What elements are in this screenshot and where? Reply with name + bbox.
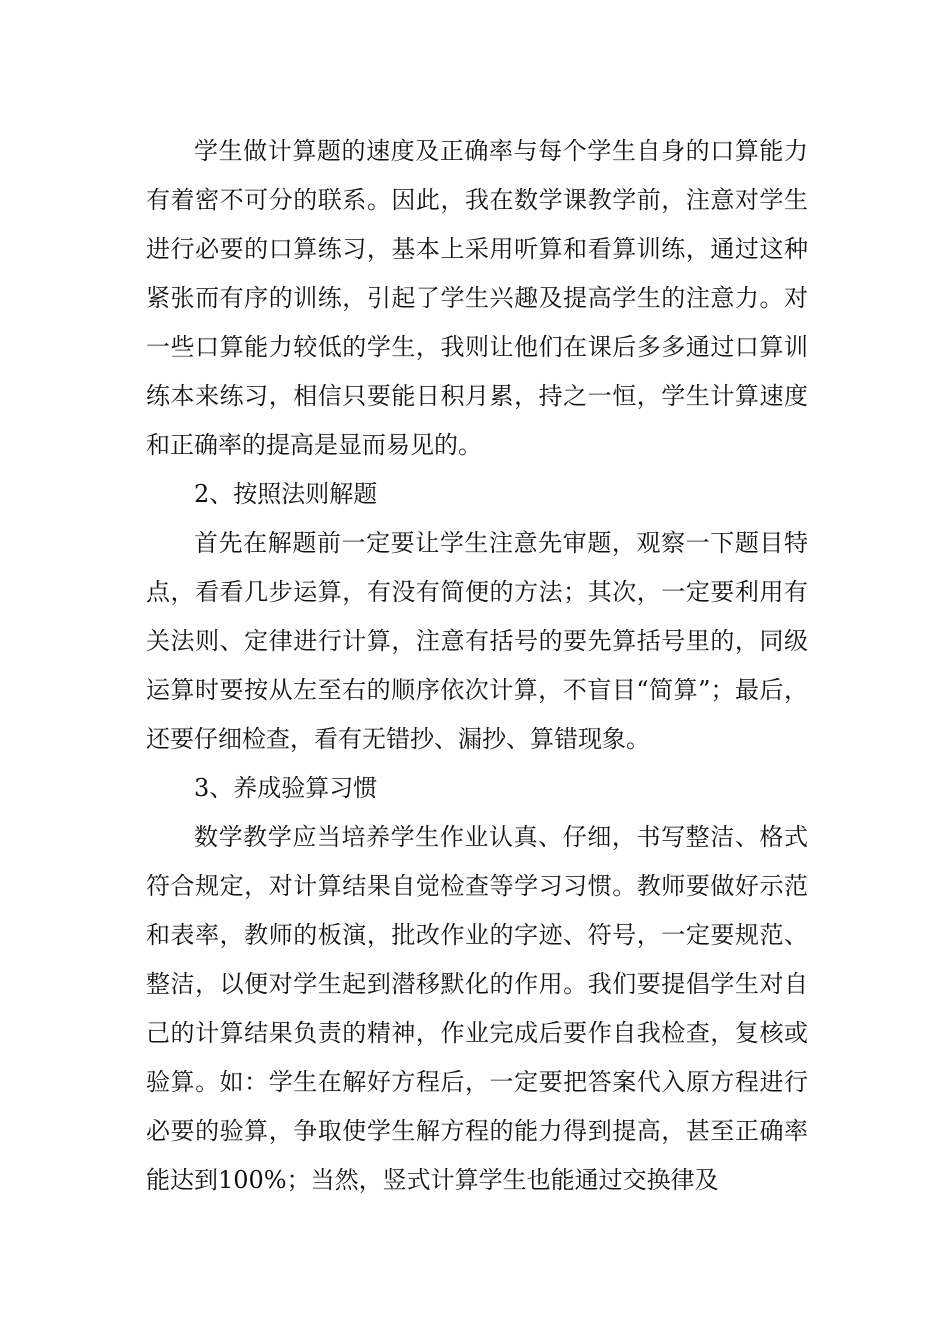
document-body xyxy=(146,127,808,1205)
paragraph-oral-calculation: 学生做计算题的速度及正确率与每个学生自身的口算能力有着密不可分的联系。因此，我在数学课教学前，注意对学生进行必要的口算练习，基本上采用听算和看算训练，通过这种紧张而有序的训练，引起了学生兴趣及提高学生的注意力。对一些口算能力较低的学生，我则让他们在课后多多通过口算训练本来练习，相信只要能日积月累，持之一恒，学生计算速度和正确率的提高是显而易见的。 xyxy=(146,137,808,459)
section-heading-checking-habit: 3、养成验算习惯 xyxy=(194,774,378,802)
paragraph-checking-habit: 数学教学应当培养学生作业认真、仔细，书写整洁、格式符合规定，对计算结果自觉检查等学习习惯。教师要做好示范和表率，教师的板演，批改作业的字迹、符号，一定要规范、整洁，以便对学生起到潜移默化的作用。我们要提倡学生对自己的计算结果负责的精神，作业完成后要作自我检查，复核或验算。如：学生在解好方程后，一定要把答案代入原方程进行必要的验算，争取使学生解方程的能力得到提高，甚至正确率能达到100%；当然，竖式计算学生也能通过交换律及 xyxy=(146,823,808,1194)
section-heading-rules: 2、按照法则解题 xyxy=(194,480,378,508)
paragraph-follow-rules: 首先在解题前一定要让学生注意先审题，观察一下题目特点，看看几步运算，有没有简便的方法；其次，一定要利用有关法则、定律进行计算，注意有括号的要先算括号里的，同级运算时要按从左至右的顺序依次计算，不盲目“简算”；最后，还要仔细检查，看有无错抄、漏抄、算错现象。 xyxy=(146,529,808,753)
